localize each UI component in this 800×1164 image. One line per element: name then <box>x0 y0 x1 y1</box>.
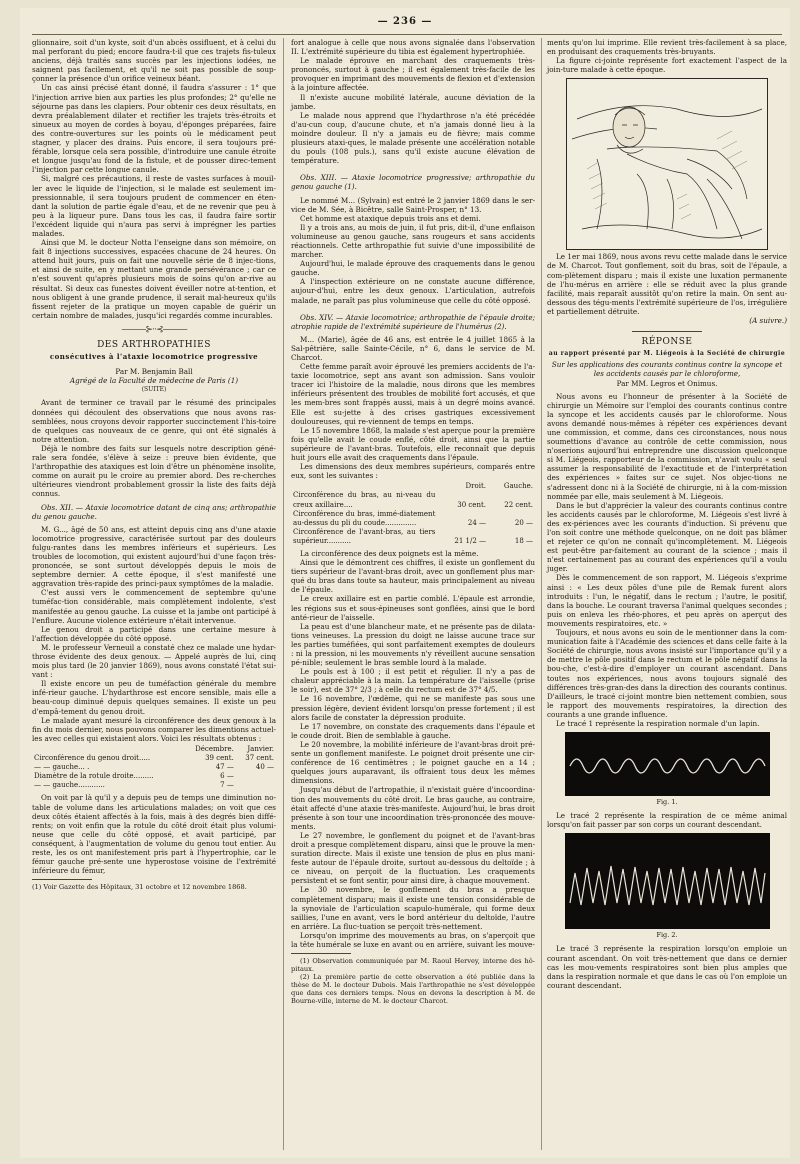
paragraph: Dès le commencement de son rapport, M. Liégeois s'exprime ainsi : « Les deux pôles d'une pile de Remak furent alors introduits : l'un, le négatif, dans le rectum ; l'autre, le positif, dans la bouche. Le courant traversa l'animal quelques secondes ; puis on enleva les rhéo-phores, et peu après on aperçut des mouvements respiratoires, etc. » <box>547 573 787 628</box>
paragraph: Ainsi que M. le docteur Notta l'enseigne dans son mémoire, on fait 8 injections successives, espacées chacune de 24 heures. On attend huit jours, puis on fait une nouvelle série de 8 injec-tions, et ainsi de suite, en y mettant une grande persévérance ; car ce n'est souvent qu'après plusieurs mois de soins qu'on ar-rive au résultat. Si deux cas funestes doivent éveiller notre at-tention, et nous obligent à une grande prudence, il serait mal-heureux qu'ils fissent rejeter de la pratique un moyen capable de guérir un certain nombre de malades, jusqu'ici regardés comme incurables. <box>32 238 276 320</box>
footnote-rule <box>32 879 92 880</box>
paragraph: Le genou droit a participé dans une certaine mesure à l'affection développée du côté opposé. <box>32 624 276 643</box>
page-number: — 236 — <box>377 16 433 27</box>
table-header: Gauche. <box>503 482 533 491</box>
paragraph: On voit par là qu'il y a depuis peu de temps une diminution no-table de volume dans les articulations malades; on voit que ces deux côtés étaient affectés à la fois, mais à des degrés bien diffé-rents; on voit enfin que la rotule du côté droit était plus volumi-neuse que celle du côté opposé, et avait participé, par conséquent, à l'augmentation de volume du genou tout entier. Au reste, les os ont manifestement pris part à l'hypertrophie, car le fémur gauche pré-sente une hyperostose voisine de l'extrémité inférieure du fémur, <box>32 793 276 876</box>
paragraph: Le 15 novembre 1868, la malade s'est aperçue pour la première fois qu'elle avait le coude enflé, côté droit, ainsi que la partie supérieure de l'avant-bras. Toutefois, elle reconnaît que depuis huit jours elle avait des craquements dans l'épaule. <box>291 425 535 463</box>
figure-caption: Fig. 1. <box>656 798 678 807</box>
trace-2-waveform <box>565 833 770 929</box>
patient-engraving-image <box>567 79 767 249</box>
paragraph: M. G..., âgé de 50 ans, est atteint depuis cinq ans d'une ataxie locomotrice progressive, caractérisée surtout par des douleurs fulgu-rantes dans les membres inférieurs et supérieurs. Les troubles de locomotion, qui existent aujourd'hui d'une façon très-prononcée, se sont surtout développés depuis le mois de septembre dernier. A cette époque, il s'est manifesté une aggravation très-rapide des princi-paux symptômes de la maladie. <box>32 524 276 589</box>
table-header: Janvier. <box>247 744 274 753</box>
table-row: — — gauche... . 47 — 40 — <box>34 763 274 772</box>
paragraph: Le tracé 2 représente la respiration de ce même animal lorsqu'on fait passer par son corps un courant descendant. <box>547 811 787 830</box>
reply-authors: Par MM. Legros et Onimus. <box>616 378 718 388</box>
paragraph: Le tracé 1 représente la respiration normale d'un lapin. <box>556 718 760 728</box>
paragraph: Le nommé M... (Sylvain) est entré le 2 janvier 1869 dans le ser-vice de M. Sée, à Bicêtre, salle Saint-Prosper, n° 13. <box>291 195 535 214</box>
paragraph: Le tracé 3 représente la respiration lorsqu'on emploie un courant ascendant. On voit très-nettement que dans ce dernier cas les mou-vements respiratoires sont bien plus amples que dans la respiration normale et que dans le cas où l'on emploie un courant descendant. <box>547 944 787 990</box>
respiration-trace-2 <box>565 833 770 929</box>
paragraph: Le 16 novembre, l'œdème, qui ne se manifeste pas sous une pression légère, devient évident lorsqu'on presse fortement ; il est alors facile de constater la dépression produite. <box>291 694 535 722</box>
table-header: Droit. <box>465 482 486 491</box>
paragraph: Avant de terminer ce travail par le résumé des principales données qui découlent des observations que nous avons ras-semblées, nous croyons devoir rapporter succinctement l'his-toire de quelques cas nouveaux de ce genre, qui ont été signalés à notre attention. <box>32 398 276 444</box>
paragraph: Dans le but d'apprécier la valeur des courants continus contre les accidents causés par le chloroforme, M. Liégeois s'est livré à des ex-périences avec les courants d'induction. Si prévenu que l'on soit contre une méthode quelconque, on ne doit pas blâmer et rejeter ce qu'on ne connaît qu'incomplètement. M. Liégeois est peut-être par-faitement au courant de la science ; mais il n'est certainement pas au courant des expériences qu'il a voulu juger. <box>547 500 787 574</box>
paragraph: Jusqu'au début de l'artropathie, il n'existait guère d'incoordina-tion des mouvements du côté droit. Le bras gauche, au contraire, était affecté d'une ataxie très-manifeste. Aujourd'hui, le bras droit présente à son tour une incoordination très-prononcée des mouve-ments. <box>291 785 535 831</box>
paragraph: Lorsqu'on imprime des mouvements au bras, on s'aperçoit que la tête humérale se luxe en avant ou en arrière, suivant les mouve- <box>291 930 535 949</box>
paragraph: Le 20 novembre, la mobilité inférieure de l'avant-bras droit pré-sente un gonflement manifeste. Le poignet droit présente une cir-conférence de 16 centimètres ; le poignet gauche en a 14 ; quelques jours auparavant, ils offraient tous deux les mêmes dimensions. <box>291 739 535 786</box>
author-role: Agrégé de la Faculté de médecine de Paris (1) <box>69 376 239 386</box>
patient-illustration <box>566 78 768 250</box>
paragraph: Si, malgré ces précautions, il reste de vastes surfaces à mouil-ler avec le liquide de l'injection, si le malade est seulement im-pressionnable, il sera toujours prudent de commencer en éten-dant la solution de partie égale d'eau, et de ne revenir que peu à peu à la liqueur pure. Dans tous les cas, il faudra faire sortir l'excédent liquide qui n'aura pas servi à imprégner les parties malades. <box>32 174 276 238</box>
table-row: Circonférence du bras, immé-diatement au-dessus du pli du coude.............. 24 — 20 — <box>293 509 533 527</box>
respiration-trace-1 <box>565 732 770 796</box>
reply-topic: Sur les applications des courants continus contre la syncope et les accidents causés par le chloroforme, <box>551 360 783 379</box>
article-subtitle: consécutives à l'ataxie locomotrice progressive <box>49 352 259 362</box>
header-rule <box>32 34 782 35</box>
paragraph: A l'inspection extérieure on ne constate aucune différence, aujour-d'hui, entre les deux genoux. L'articulation, autrefois malade, ne paraît pas plus volumineuse que celle du côté opposé. <box>291 277 535 305</box>
article-title: DES ARTHROPATHIES <box>97 340 211 350</box>
column-3 <box>547 38 787 990</box>
reply-subtitle: au rapport présenté par M. Liégeois à la Société de chirurgie <box>548 350 786 358</box>
paragraph: Le malade nous apprend que l'hydarthrose n'a été précédée d'au-cun coup, d'aucune chute, et n'a jamais donné lieu à la moindre douleur. Il n'y a jamais eu de fièvre; mais comme plusieurs ataxi-ques, le malade présente une accélération notable du pouls (108 puls.), sans qu'il existe aucune élévation de température. <box>291 110 535 166</box>
knee-measurement-table <box>32 745 276 790</box>
paragraph: ments qu'on lui imprime. Elle revient très-facilement à sa place, en produisant des craquements très-bruyants. <box>547 38 787 57</box>
column-separator <box>541 38 542 1150</box>
paragraph: Cette femme paraît avoir éprouvé les premiers accidents de l'a-taxie locomotrice, sept ans avant son admission. Sans vouloir tracer ici l'histoire de la maladie, nous dirons que les membres inférieurs présentent des troubles de mobilité fort accusés, et que les mem-bres sont frappés aussi, mais à un degré moins avancé. Elle est su-jette à des crises gastriques excessivement douloureuses, qui re-viennent de temps en temps. <box>291 362 535 426</box>
table-row: Circonférence du genou droit..... 39 cent. 37 cent. <box>34 754 274 763</box>
paragraph: fort analogue à celle que nous avons signalée dans l'observation II. L'extrémité supérieure du tibia est également hypertrophiée. <box>291 38 535 57</box>
section-rule <box>632 331 702 332</box>
paragraph: C'est aussi vers le commencement de septembre qu'une tuméfac-tion considérable, mais complètement indolente, s'est manifestée au genou gauche. La cuisse et la jambe ont participé à l'enflure. Aucune violence extérieure n'était intervenue. <box>32 588 276 625</box>
trace-1-waveform <box>565 732 770 796</box>
footnote: (2) La première partie de cette observation a été publiée dans la thèse de M. le docteur Dubois. Mais l'arthropathie ne s'est développée que dans ces derniers temps. Nous en devons la description à M. de Bourne-ville, interne de M. le docteur Charcot. <box>291 973 535 1006</box>
journal-page <box>20 8 790 1158</box>
table-row: — — gauche............ 7 — <box>34 781 234 790</box>
observation-title: Obs. XII. — Ataxie locomotrice datant de cinq ans; arthropathie du genou gauche. <box>32 502 276 521</box>
observation-title: Obs. XIII. — Ataxie locomotrice progressive; arthropathie du genou gauche (1). <box>291 173 535 192</box>
paragraph: Le creux axillaire est en partie comblé. L'épaule est arrondie, les régions sus et sous-épineuses sont gonflées, ainsi que le bord anté-rieur de l'aisselle. <box>291 594 535 622</box>
paragraph: Le 27 novembre, le gonflement du poignet et de l'avant-bras droit a presque complètement disparu, ainsi que le prouve la men-suration directe. Mais il existe une tension de plus en plus mani-feste autour de l'épaule droite, surtout au-dessous du deltoïde ; à ce niveau, on perçoit de la fluctuation. Les craquements persistent et se font sentir, pour ainsi dire, à chaque mouvement. <box>291 830 535 886</box>
column-separator <box>283 38 284 1150</box>
to-be-continued: (A suivre.) <box>749 316 787 326</box>
paragraph: Déjà le nombre des faits sur lesquels notre description géné-rale sera fondée, s'élève à seize : preuve bien évidente, que l'arthropathie des ataxiques est loin d'être un phénomène insolite, comme on aurait pu le croire au premier abord. Des re-cherches ultérieures viendront probablement grossir la liste des faits déjà connus. <box>32 443 276 499</box>
paragraph: Ainsi que le démontrent ces chiffres, il existe un gonflement du tiers supérieur de l'avant-bras droit, avec un gonflement plus mar-qué du bras dans toute sa hauteur, mais principalement au niveau de l'épaule. <box>291 558 535 595</box>
figure-caption: Fig. 2. <box>656 931 678 940</box>
footnote-rule <box>291 953 351 954</box>
column-2 <box>291 38 535 1005</box>
footnote: (1) Voir Gazette des Hôpitaux, 31 octobre et 12 novembre 1868. <box>32 883 247 892</box>
paragraph: Nous avons eu l'honneur de présenter à la Société de chirurgie un Mémoire sur l'emploi des courants continus contre la syncope et les accidents causés par le chloroforme. Nous avons demandé nous-mêmes à répéter ces expériences devant une commission, et comme, dans ces circonstances, nous nous soumettions d'avance au contrôle de cette commission, nous n'oserions aujourd'hui entreprendre une discussion quelconque si M. Liégeois, rapporteur de la commission, n'avait voulu « seul assumer la responsabilité de l'exactitude et de l'interprétation des expériences » faites sur ce sujet. Nos objec-tions ne s'adressent donc ni à la Société de chirurgie, ni à la com-mission nommée par elle, mais seulement à M. Liégeois. <box>547 391 787 501</box>
paragraph: Le 1er mai 1869, nous avons revu cette malade dans le service de M. Charcot. Tout gonflement, soit du bras, soit de l'épaule, a com-plètement disparu ; mais il existe une luxation permanente de l'hu-mérus en arrière : elle se réduit avec la plus grande facilité, mais reparaît aussitôt qu'on retire la main. On sent au-dessous des tégu-ments l'extrémité supérieure de l'os, irrégulière et partiellement détruite. <box>547 252 788 316</box>
paragraph: La figure ci-jointe représente fort exactement l'aspect de la join-ture malade à cette époque. <box>547 56 787 75</box>
paragraph: Le malade éprouve en marchant des craquements très-prononcés, surtout à gauche ; il est également très-facile de les provoquer en imprimant des mouvements de flexion et d'extension à la jointure affectée. <box>291 56 535 93</box>
table-header: Décembre. <box>195 744 234 753</box>
paragraph: Le malade ayant mesuré la circonférence des deux genoux à la fin du mois dernier, nous pouvons comparer les dimentions actuel-les avec celles qui existaient alors. Voici les résultats obtenus : <box>32 715 276 743</box>
arm-measurement-table <box>291 482 535 546</box>
paragraph: Il n'existe aucune mobilité latérale, aucune déviation de la jambe. <box>291 92 535 111</box>
paragraph: La peau est d'une blancheur mate, et ne présente pas de dilata-tions veineuses. La pression du doigt ne laisse aucune trace sur les parties tuméfiées, qui sont parfaitement exemptes de douleurs : ni la pression, ni les mouvements n'y réveillent aucune sensation pé-nible; seulement le bras semble lourd à la malade. <box>291 621 535 668</box>
paragraph: Aujourd'hui, le malade éprouve des craquements dans le genou gauche. <box>291 259 535 278</box>
paragraph: Le pouls est à 100 ; il est petit et régulier. Il n'y a pas de chaleur appréciable à la main. La température de l'aisselle (prise le soir), est de 37° 2/3 ; à celle du rectum est de 37° 4/5. <box>291 667 535 695</box>
footnote: (1) Observation communiquée par M. Raoul Hervey, interne des hô-pitaux. <box>291 957 535 974</box>
observation-title: Obs. XIV. — Ataxie locomotrice; arthropathie de l'épaule droite; atrophie rapide de l'extrémité supérieure de l'humérus (2). <box>291 312 535 331</box>
paragraph: Le 17 novembre, on constate des craquements dans l'épaule et le coude droit. Bien de semblable à gauche. <box>291 721 535 740</box>
paragraph: Le 30 novembre, le gonflement du bras a presque complètement disparu; mais il existe une tension considérable de la synoviale de l'articulation scapulo-humérale, qui forme deux saillies, l'une en avant, vers le bord antérieur du deltoïde, l'autre en arrière. La fluc-tuation se perçoit très-nettement. <box>291 885 535 931</box>
suite-label: (SUITE) <box>141 386 167 394</box>
table-row: Diamètre de la rotule droite......... 6 — <box>34 772 234 781</box>
paragraph: Les dimensions des deux membres supérieurs, comparés entre eux, sont les suivantes : <box>291 462 535 481</box>
paragraph: M. le professeur Verneuil a constaté chez ce malade une hydar-throse évidente des deux genoux. — Appelé auprès de lui, cinq mois plus tard (le 20 janvier 1869), nous avons constaté l'état sui-vant : <box>32 642 276 680</box>
paragraph: Un cas ainsi précisé étant donné, il faudra s'assurer : 1° que l'injection arrive bien aux parties les plus profondes; 2° qu'elle ne séjourne pas dans les clapiers. Pour obtenir ces deux résultats, en devra préalablement dilater et rectifier les trajets très-étroits et sinueux au moyen de cordes à boyau, d'éponges préparées, faire des contre-ouvertures sur les points où le médicament peut stagner, y placer des drains. Puis encore, il sera toujours pré-férable, lorsque cela sera possible, d'introduire une canule étroite et longue jusqu'au fond de la fistule, et de pousser direc-tement l'injection par cette longue canule. <box>32 83 276 175</box>
article-author: Par M. Benjamin Ball <box>115 367 193 377</box>
column-1 <box>32 38 276 891</box>
table-row: Circonférence du bras, au ni-veau du creux axillaire.... 30 cent. 22 cent. <box>293 491 533 509</box>
paragraph: glionnaire, soit d'un kyste, soit d'un abcès ossifluent, et à celui du mal perforant du pied; encore faudra-t-il que ces trajets fis-tuleux anciens, déjà traités sans succès par les injections iodées, ne saignent pas facilement, et qu'il ne soit pas possible de soup-çonner la présence d'un orifice veineux béant. <box>32 38 276 84</box>
paragraph: M... (Marie), âgée de 46 ans, est entrée le 4 juillet 1865 à la Sal-pêtrière, salle Sainte-Cécile, n° 6, dans le service de M. Charcot. <box>291 334 535 362</box>
ornament-divider: ———⊱⋅⋅⊰——— <box>121 324 187 335</box>
reply-title: RÉPONSE <box>641 337 693 348</box>
paragraph: Il existe encore un peu de tuméfaction générale du membre infé-rieur gauche. L'hydarthrose est encore sensible, mais elle a beau-coup diminué depuis quelques semaines. Il existe un peu d'empâ-tement du genou droit. <box>32 679 276 716</box>
paragraph: La circonférence des deux poignets est la même. <box>300 548 479 558</box>
paragraph: Il y a trois ans, au mois de juin, il fut pris, dit-il, d'une enflaison volumineuse au genou gauche, sans rougeurs et sans accidents réactionnels. Cette arthropathie fut suivie d'une impossibilité de marcher. <box>291 222 535 260</box>
paragraph: Toujours, et nous avons eu soin de le mentionner dans la com-munication faite à l'Académie des sciences et dans celle faite à la Société de chirurgie, nous avons insisté sur l'importance qu'il y a de mettre le pôle positif dans le rectum et le pôle négatif dans la bou-che, c'est-à-dire d'employer un courant ascendant. Dans toutes nos expériences, nous avons toujours signalé des différences très-gran-des dans la direction des courants continus. D'ailleurs, le tracé ci-joint montre bien nettement combien, sous le rapport des mouvements respiratoires, la direction des courants a une grande influence. <box>547 628 787 719</box>
table-row: Circonférence de l'avant-bras, au tiers supérieur........... 21 1/2 — 18 — <box>293 527 533 545</box>
paragraph: Cet homme est ataxique depuis trois ans et demi. <box>300 213 481 223</box>
